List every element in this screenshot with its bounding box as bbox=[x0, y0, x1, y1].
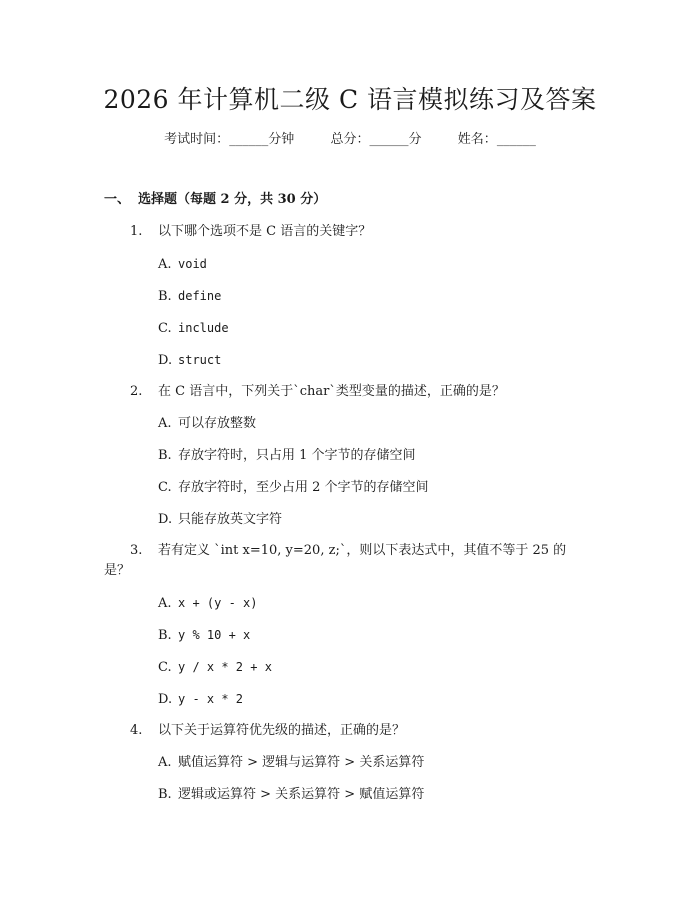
option-text: y / x * 2 + x bbox=[178, 660, 272, 674]
option-4a bbox=[158, 753, 424, 773]
option-label: C. bbox=[158, 660, 172, 675]
option-1b bbox=[158, 286, 221, 307]
question-2 bbox=[130, 382, 505, 402]
question-number: 1. bbox=[130, 224, 143, 239]
option-3b bbox=[158, 625, 250, 646]
option-2a bbox=[158, 414, 256, 434]
option-4b bbox=[158, 785, 424, 805]
option-1a bbox=[158, 254, 207, 275]
question-3-continuation: 是？ bbox=[104, 563, 131, 578]
option-text: y % 10 + x bbox=[178, 628, 251, 642]
option-1c bbox=[158, 318, 229, 339]
option-text: 只能存放英文字符 bbox=[178, 512, 283, 527]
question-text: 以下哪个选项不是 C 语言的关键字？ bbox=[158, 224, 372, 239]
name-blank: ______ bbox=[496, 132, 536, 147]
option-label: D. bbox=[158, 353, 173, 368]
option-text: 可以存放整数 bbox=[178, 416, 257, 431]
option-label: D. bbox=[158, 512, 173, 527]
name-label: 姓名： bbox=[457, 132, 497, 147]
time-unit: 分钟 bbox=[268, 132, 295, 147]
question-4 bbox=[130, 721, 405, 741]
option-1d bbox=[158, 350, 221, 371]
score-blank: ______ bbox=[369, 132, 409, 147]
option-label: C. bbox=[158, 321, 172, 336]
time-label: 考试时间： bbox=[164, 132, 230, 147]
option-label: A. bbox=[158, 416, 172, 431]
option-label: B. bbox=[158, 787, 172, 802]
option-label: A. bbox=[158, 596, 172, 611]
question-3 bbox=[130, 541, 566, 561]
option-text: struct bbox=[178, 353, 222, 367]
option-3d bbox=[158, 689, 243, 710]
exam-info bbox=[0, 130, 700, 150]
section-number: 一、 bbox=[104, 192, 131, 207]
option-text: x + (y - x) bbox=[178, 596, 258, 610]
option-text: void bbox=[178, 257, 207, 271]
score-label: 总分： bbox=[330, 132, 370, 147]
option-label: B. bbox=[158, 628, 172, 643]
option-label: B. bbox=[158, 448, 172, 463]
option-3c bbox=[158, 657, 272, 678]
option-label: C. bbox=[158, 480, 172, 495]
question-text: 以下关于运算符优先级的描述，正确的是？ bbox=[158, 723, 406, 738]
option-label: A. bbox=[158, 755, 172, 770]
option-text: 逻辑或运算符 > 关系运算符 > 赋值运算符 bbox=[178, 787, 425, 802]
section-title: 选择题（每题 2 分，共 30 分） bbox=[138, 192, 327, 207]
option-3a bbox=[158, 593, 257, 614]
option-label: D. bbox=[158, 692, 173, 707]
score-unit: 分 bbox=[408, 132, 422, 147]
question-1 bbox=[130, 222, 371, 242]
question-number: 4. bbox=[130, 723, 143, 738]
option-text: y - x * 2 bbox=[178, 692, 244, 706]
question-text: 在 C 语言中，下列关于`char`类型变量的描述，正确的是？ bbox=[158, 384, 505, 399]
option-label: A. bbox=[158, 257, 172, 272]
option-2c bbox=[158, 478, 429, 498]
question-number: 3. bbox=[130, 543, 143, 558]
question-text: 若有定义 `int x=10, y=20, z;`，则以下表达式中，其值不等于 25 的 bbox=[158, 543, 567, 558]
option-text: 存放字符时，只占用 1 个字节的存储空间 bbox=[178, 448, 416, 463]
option-text: 存放字符时，至少占用 2 个字节的存储空间 bbox=[178, 480, 429, 495]
option-2b bbox=[158, 446, 416, 466]
option-text: include bbox=[178, 321, 229, 335]
document-title: 2026 年计算机二级 C 语言模拟练习及答案 bbox=[103, 85, 597, 114]
option-2d bbox=[158, 510, 282, 530]
section-heading bbox=[104, 190, 326, 210]
option-label: B. bbox=[158, 289, 172, 304]
question-number: 2. bbox=[130, 384, 143, 399]
time-blank: ______ bbox=[229, 132, 269, 147]
option-text: define bbox=[178, 289, 222, 303]
option-text: 赋值运算符 > 逻辑与运算符 > 关系运算符 bbox=[178, 755, 425, 770]
